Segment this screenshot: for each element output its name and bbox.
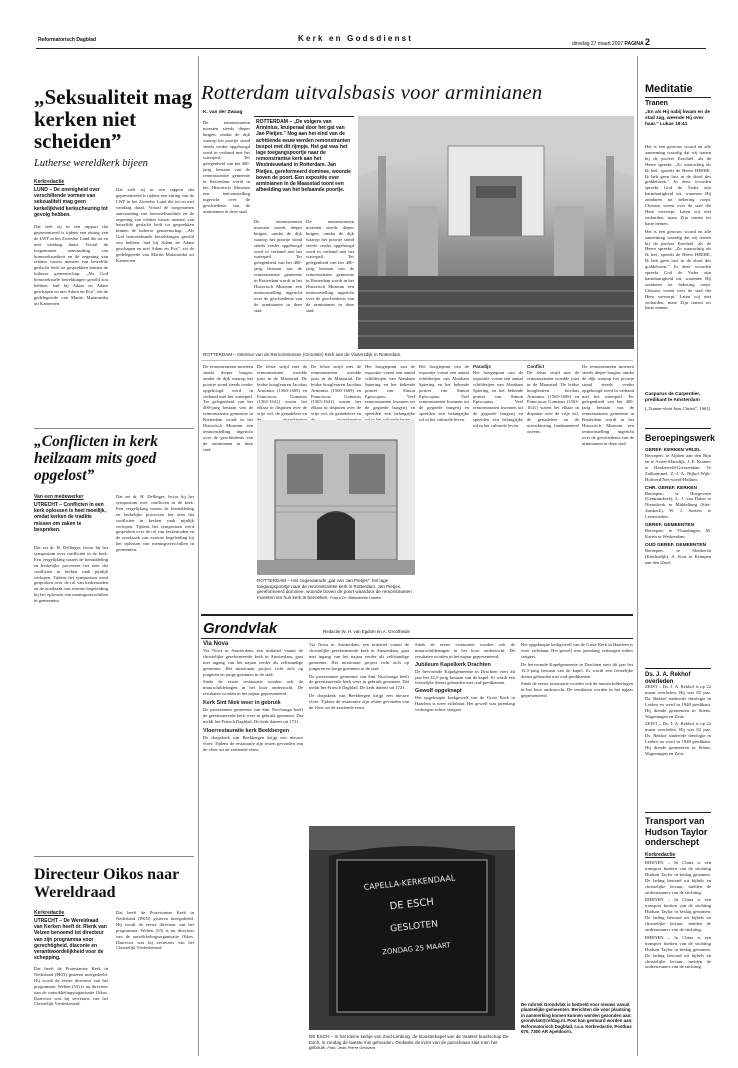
- masthead-date: [572, 37, 650, 47]
- article1-kicker: Kerkredactie: [34, 179, 65, 185]
- gate-engraving: [257, 420, 415, 575]
- obituary-body: ZEIST – Ds. J. A. Rekhof is op 22 maart overleden. Hij was 82 jaar. Ds. Rekhof studeerde theologie in Leiden en werd in 1948 predikant. Hij diende gemeenten in Stiens, Wageningen en Zeist.: [645, 684, 711, 719]
- col-d-text: Het opgeknapte kerkgewelf van de Grote Kerk in Haarlem is weer zichtbaar. Het gewelf was jarenlang verborgen achter steigers.: [521, 642, 633, 659]
- caption-sign-text: DE ESCH – In het kleine kerkje van Zuid-Limburg, de kloosterkapel van de Vaalser buurtschap De Esch, is zondag de laatste mis gehouden. Ondanks de inzet van de parochiaan sluit men het gebouw.: [309, 1034, 509, 1051]
- caption-church-interior: ROTTERDAM – Interieur van de Remonstrantse (Grootste) Kerk aan de Vissersdijk in Rotterdam.: [203, 352, 402, 357]
- obituary-body-2: ZEIST – Ds. J. A. Rekhof is op 22 maart overleden. Hij was 82 jaar. Ds. Rekhof studeerde theologie in Leiden en werd in 1948 predikant. Hij diende gemeenten in Stiens, Wageningen en Zeist.: [645, 721, 711, 756]
- caption-gate: [257, 578, 415, 600]
- main-article-col1: [203, 120, 250, 348]
- divider-left-1: [34, 428, 194, 429]
- via-nova-text-2: Sinds de eerste restauratie worden ook de muurschilderingen in het koor onderzocht. De resultaten worden in het najaar gepresenteerd.: [203, 679, 303, 697]
- main-article-col6: [311, 364, 361, 416]
- meditation-text: [645, 144, 711, 388]
- photo-church-sign: [309, 826, 515, 1030]
- masthead-paper-name: Reformatorisch Dagblad: [38, 37, 97, 43]
- article1-body: [34, 224, 108, 424]
- article2-body: [34, 545, 108, 847]
- beroep-item-2: Beroepen: te Hoogeveen (Centrumkerk), L. J. van Dalen te Nieuwkerk te Middelburg (Sint-Janskerk), W. J. Soeters te Leeuwarden.: [645, 490, 711, 520]
- main-body-col3: De remonstranten moesten steeds dieper buigen, omdat de dijk waarop het poortje stond steeds verder opgehoogd werd in verband met het waterpeil. Ter gelegenheid van het 400-jarig bestaan van de remonstrantse gemeente in Rotterdam wordt in het Historisch Museum een tentoonstelling ingericht over de geschiedenis van de arminianen in deze stad.: [306, 219, 354, 313]
- transport-kicker: Kerkredactie: [645, 852, 676, 858]
- transport-text: [645, 860, 711, 1056]
- beroep-kop-3: GEREF. GEMEENTEN: [645, 523, 695, 529]
- main-article-col2: [254, 219, 302, 349]
- article1-title: „Seksualiteit mag kerken niet scheiden”: [34, 85, 193, 153]
- obituary-text: [645, 684, 711, 808]
- col-b-text-2: De protestantse gemeente van Sint Nicolaasga heeft de gerestaureerde kerk weer in gebruik genomen. Dat meldt het Friesch Dagblad. De kerk dateert uit 1721.: [309, 673, 409, 691]
- main-article-col11: [527, 364, 579, 578]
- beroep-kop-2: CHR. GEREF. KERKEN: [645, 485, 697, 491]
- main-subhead-paradijs: Paradijs: [473, 364, 491, 369]
- article2-body-text: Dat zei dr. H. Dellinger, lector bij het symposium over conflicten in de kerk. Een vergelijking tussen de bemiddeling en kerkelijke processen liet zien dat conflicten in kerken vaak pijnlijk verlopen. Tijdens het symposium werd gesproken over de rol van kerkenraden en de noodzaak van externe begeleiding bij het oplossen van meningsverschillen in gemeenten.: [34, 545, 108, 604]
- main-article-byline: K. van der Zwaag: [203, 110, 243, 115]
- grondvlak-editors: Redactie W. H. van Egdom en A. Grootheide: [323, 629, 410, 634]
- photo-gate-jan-pietjes: [257, 420, 415, 575]
- caption-church-sign: [309, 1034, 515, 1051]
- article2-body-text-col2: Dat zei dr. H. Dellinger, lector bij het symposium over conflicten in de kerk. Een vergelijking tussen de bemiddeling en kerkelijke processen liet zien dat conflicten in kerken vaak pijnlijk verlopen. Tijdens het symposium werd gesproken over de rol van kerkenraden en de noodzaak van externe begeleiding bij het oplossen van meningsverschillen in gemeenten.: [116, 494, 194, 553]
- article3-body-col2: [116, 910, 194, 1056]
- via-nova-title: Via Nova: [203, 641, 229, 647]
- sidebar-rule-4: [645, 812, 711, 813]
- article1-subtitle: Lutherse wereldkerk bijeen: [34, 158, 148, 169]
- article1-lead: LUND – De onenigheid over verschillende vormen van seksualiteit mag geen kerkelijkheid kerkscheuring tot gevolg hebben.: [34, 187, 108, 218]
- main-article-col12: [582, 364, 634, 578]
- main-article-col4: [203, 364, 253, 578]
- obituary-heading: Ds. J. A. Rekhof overleden: [645, 672, 691, 685]
- article2-lead: UTRECHT – Conflicten in een kerk oplossen is heel moeilijk, omdat kerken de traditie missen om zaken te bespreken.: [34, 502, 106, 533]
- kerk-sint-niek-title: Kerk Sint Niek weer in gebruik: [203, 700, 281, 707]
- jubileum-text: De hervormde Kapelgemeente in Drachten viert dit jaar het 12,5-jarig bestaan van de kapel. Er wordt een feestelijke dienst gehouden met oud-predikanten.: [415, 668, 515, 686]
- vloer-text: De dorpskerk van Beekbergen krijgt een nieuwe vloer. Tijdens de restauratie zijn resten gevonden van de vloer uit de zestiende eeuw.: [203, 734, 303, 752]
- caption-gate-credit: Foto's Dr. Bibliotheek Leiden: [330, 594, 381, 600]
- transport-body-2: RHENEN – In China is een transport boeken van de stichting Hudson Taylor in beslag genomen. De lading bestond uit bijbels en christelijke lectuur, melden de ondersteuners van de stichting.: [645, 897, 711, 932]
- kerk-sint-niek-text: De protestantse gemeente van Sint Nicolaasga heeft de gerestaureerde kerk weer in gebruik genomen. Dat meldt het Friesch Dagblad. De kerk dateert uit 1721.: [203, 707, 303, 724]
- main-body-col6: De felste strijd met de remonstranten woedde juist in de Maasstad. De leidse hoogleraren Jacobus Arminius (1560-1609) en Franciscus Gomarus (1563-1641) waren het elkaar in disputen over de vrije wil, de genadeleer en: [311, 364, 361, 417]
- grondvlak-col-b: [309, 642, 409, 822]
- main-article-title: Rotterdam uitvalsbasis voor arminianen: [201, 82, 543, 104]
- col-b-text: Via Nova in Amsterdam, een initiatief vanuit de christelijke gereformeerde kerk in Amsterdam, gaat met ingang van het najaar verder als zelfstandige gemeente. Het missionair project richt zich op jongeren en jonge gezinnen in de stad.: [309, 642, 409, 671]
- sign-line-3: GESLOTEN: [389, 919, 439, 935]
- grondvlak-col-d: [521, 642, 633, 998]
- article3-title: Directeur Oikos naar Wereldraad: [34, 866, 179, 901]
- article2-kicker: Van een medewerker: [34, 494, 84, 500]
- col-d-text-3: Sinds de eerste restauratie worden ook de muurschilderingen in het koor onderzocht. De resultaten worden in het najaar gepresenteerd.: [521, 681, 633, 699]
- main-lead-text: ROTTERDAM – „De volgers van Arminius, kruiperaal door het gat van Jan Pietjes.” Nog aan het eind van de achttiende eeuw werden remonstranten bespot met dit rijmpje. Het gat was het lage toegangspoortje naar de remonstrantse kerk aan het Westnieuwland in Rotterdam. Jan Pietjes, gereformeerd dominee, woonde boven de poort. Een expositie over arminianen in de Maasstad toont een afbeelding van het befaamde poortje.: [256, 119, 351, 194]
- article3-kicker: Kerkredactie: [34, 910, 65, 916]
- article3-body: [34, 966, 108, 1056]
- column-rule-left: [198, 56, 199, 1056]
- transport-heading: Transport van Hudson Taylor onderschept: [645, 816, 708, 847]
- transport-body: RHENEN – In China is een transport boeken van de stichting Hudson Taylor in beslag genomen. De lading bestond uit bijbels en christelijke lectuur, melden de ondersteuners van de stichting.: [645, 860, 711, 895]
- article2-body-col2: [116, 494, 194, 848]
- beroep-item-1: Beroepen: te Alphen aan den Rijn en te Assen-Marsdijk, J. E. Kramer te Hardenveld-Giessendam. Te Zaltbommel, Z.-J. A. Nijhof-Wijk-Holwerd/Nes-wierd-Hallum.: [645, 453, 711, 482]
- meditation-author: Casparus de Carpentier, predikant te Amsterdam: [645, 392, 701, 403]
- col-c-text: Sinds de eerste restauratie worden ook de muurschilderingen in het koor onderzocht. De resultaten worden in het najaar gepresenteerd.: [415, 642, 515, 659]
- main-body-col2: De remonstranten moesten steeds dieper buigen, omdat de dijk waarop het poortje stond steeds verder opgehoogd werd in verband met het waterpeil. Ter gelegenheid van het 400-jarig bestaan van de remonstrantse gemeente in Rotterdam wordt in het Historisch Museum een tentoonstelling ingericht over de geschiedenis van de arminianen in deze stad.: [254, 219, 302, 313]
- gewolf-text: Het opgeknapte kerkgewelf van de Grote Kerk in Haarlem is weer zichtbaar. Het gewelf was jarenlang verborgen achter steigers.: [415, 695, 515, 713]
- beroep-item-4: Beroepen: te Sliedrecht (Kinderdijk), A. Kort te Krimpen aan den IJssel.: [645, 547, 711, 565]
- grondvlak-footer: De rubriek Grondvlak is bedoeld voor nieuws vanuit plaatselijke gemeenten. Berichten die voor plaatsing in aanmerking komen kunnen worden gezonden aan: grondvlak@refdag.nl. Post kan gestuurd worden aan: Reformatorisch Dagblad, t.a.v. Kerkredactie, Postbus 670, 7300 AR Apeldoorn.: [521, 1002, 633, 1035]
- sign-text: [339, 865, 487, 967]
- grondvlak-col-c: [415, 642, 515, 822]
- col-d-text-2: De hervormde Kapelgemeente in Drachten viert dit jaar het 12,5-jarig bestaan van de kapel. Er wordt een feestelijke dienst gehouden met oud-predikanten.: [521, 661, 633, 679]
- page-number: 2: [645, 37, 651, 47]
- beroep-kop-1: GEREF. KERKEN VRIJG.: [645, 448, 701, 453]
- beroepingswerk-heading: Beroepingswerk: [645, 433, 716, 443]
- sidebar-meditatie-heading: Meditatie: [645, 83, 693, 95]
- grondvlak-col-a: [203, 642, 303, 1058]
- main-body-col8: Het hoogtepunt van de expositie vormt een aantal schilderijen van Abraham Spiering en het bekende portret van Simon Episcopius. Veel remonstranten kwamen uit de gegoede burgerij en speelden een belangrijke rol in het culturele leven.: [419, 364, 469, 423]
- main-article-col3: [306, 219, 354, 349]
- article2-title: „Conflicten in kerk heilzaam mits goed opgelost”: [34, 433, 159, 484]
- meditation-title: Tranen: [645, 100, 668, 107]
- meditation-body-2: Het is een getrouw woord en alle aanneming waardig dat wij tranen bij de profeet Ezechiël, als de Heere spreekt: „Zo waarachtig als Ik leef, spreekt de Heere HEERE, Ik heb geen lust in de dood des goddelozen.” In deze woorden spreekt God de Vader zijn barmhartigheid uit, waarmee Hij zondaren tot bekering roept. Christus weent over de stad die Hem verwerpt. Laten wij niet verharden, maar Zijn tranen ter harte nemen.: [645, 228, 711, 311]
- caption-sign-credit: Foto: Jean-Pierre Geusens: [327, 1045, 376, 1051]
- grondvlak-header: [201, 620, 633, 639]
- main-article-col5: [257, 364, 307, 416]
- gewolf-title: Gewolf opgeknapt: [415, 688, 462, 695]
- main-caption-rule: [201, 360, 633, 361]
- meditation-source: („Tranen-vloet Jezu Christi”, 1661): [645, 406, 711, 411]
- main-body-col5: De felste strijd met de remonstranten woedde juist in de Maasstad. De leidse hoogleraren Jacobus Arminius (1560-1609) en Franciscus Gomarus (1563-1641) waren het elkaar in disputen over de vrije wil, de genadeleer en: [257, 364, 307, 417]
- sign-line-4: ZONDAG 25 MAART: [381, 941, 452, 957]
- header-rule: [36, 48, 706, 49]
- sidebar-rule-2: [645, 428, 711, 429]
- sidebar-rule-3: [645, 668, 711, 669]
- main-article-col9: [473, 364, 523, 578]
- church-interior-illustration: [358, 116, 634, 349]
- beroepingswerk-list: [645, 448, 711, 664]
- via-nova-text: Via Nova in Amsterdam, een initiatief vanuit de christelijke gereformeerde kerk in Amsterdam, gaat met ingang van het najaar verder als zelfstandige gemeente. Het missionair project richt zich op jongeren en jonge gezinnen in de stad.: [203, 647, 303, 677]
- meditation-verse: „En als Hij nabij kwam en de stad zag, weende Hij over haar.” Lukas 19:41: [645, 110, 711, 127]
- beroep-item-3: Beroepen: te Vlaardingen, M. Karels te Werkendam.: [645, 528, 711, 539]
- beroep-kop-4: OUD GEREF. GEMEENTEN: [645, 542, 707, 548]
- main-subhead-conflict: Conflict: [527, 364, 545, 369]
- main-article-lead: [254, 116, 354, 216]
- main-body-col9: Het hoogtepunt van de expositie vormt een aantal schilderijen van Abraham Spiering en het bekende portret van Simon Episcopius. Veel remonstranten kwamen uit de gegoede burgerij en speelden een belangrijke rol in het culturele leven.: [473, 369, 523, 429]
- main-article-col8: [419, 364, 469, 578]
- article3-body-text: Dat heeft de Protestantse Kerk in Nederland (PKN) gisteren meegedeeld. Hij wordt de eerste directeur van het programma. Welten (55) is nu directeur van de ontwikkelingsorganisatie Oikos. Daarvoor was hij secretaris van het Christelijk Vredesberaad.: [34, 966, 108, 1007]
- col-b-text-3: De dorpskerk van Beekbergen krijgt een nieuwe vloer. Tijdens de restauratie zijn resten gevonden van de vloer uit de zestiende eeuw.: [309, 693, 409, 711]
- column-rule-right: [637, 56, 638, 1056]
- vloer-title: Vloerrestauratie kerk Beekbergen: [203, 727, 289, 734]
- meditation-body: Het is een getrouw woord en alle aanneming waardig dat wij tranen bij de profeet Ezechiël, als de Heere spreekt: „Zo waarachtig als Ik leef, spreekt de Heere HEERE, Ik heb geen lust in de dood des goddelozen.” In deze woorden spreekt God de Vader zijn barmhartigheid uit, waarmee Hij zondaren tot bekering roept. Christus weent over de stad die Hem verwerpt. Laten wij niet verharden, maar Zijn tranen ter harte nemen.: [645, 144, 711, 226]
- main-article-col7: [365, 364, 415, 416]
- article1-body-text: Dat stelt zij in een rapport dat gepresenteerd is tijdens een zitting van de LWF in het Zweedse Lund die tot en met vandaag duurt. Vooral de toegenomen aanvaarding van homoseksualiteit en de zegening van relaties tussen mensen van hetzelfde geslacht leidt tot gesprekken binnen de lutherse gemeenschap. „Als God homoseksuele betrekkingen gewild zou hebben, had hij Adam en Adam geschapen en niet Adam en Eva”, zei de gedelegeerde van Martin Mutaromba uit Kameroen.: [34, 224, 108, 306]
- main-body-col7: Het hoogtepunt van de expositie vormt een aantal schilderijen van Abraham Spiering en het bekende portret van Simon Episcopius. Veel remonstranten kwamen uit de gegoede burgerij en speelden een belangrijke: [365, 364, 415, 417]
- sidebar-rule-1: [645, 97, 711, 98]
- article3-lead: UTRECHT – De Wereldraad van Kerken heeft dr. Rienk van Velzen benoemd tot directeur van zijn programma voor gerechtigheid, diaconie en verantwoordelijkheid voor de schepping.: [34, 918, 107, 962]
- grondvlak-top-rule: [201, 614, 633, 616]
- article1-body-text-col2: Dat stelt zij in een rapport dat gepresenteerd is tijdens een zitting van de LWF in het Zweedse Lund die tot en met vandaag duurt. Vooral de toegenomen aanvaarding van homoseksualiteit en de zegening van relaties tussen mensen van hetzelfde geslacht leidt tot gesprekken binnen de lutherse gemeenschap. „Als God homoseksuele betrekkingen gewild zou hebben, had hij Adam en Adam geschapen en niet Adam en Eva”, zei de gedelegeerde van Martin Mutaromba uit Kameroen.: [116, 187, 194, 263]
- divider-left-2: [34, 856, 194, 857]
- article1-body-col2: [116, 187, 194, 423]
- sign-line-1: CAPELLA-KERKENDAAL: [363, 873, 456, 892]
- grondvlak-title: Grondvlak: [201, 620, 283, 637]
- transport-body-3: RHENEN – In China is een transport boeken van de stichting Hudson Taylor in beslag genomen. De lading bestond uit bijbels en christelijke lectuur, melden de ondersteuners van de stichting.: [645, 934, 711, 970]
- main-body-col1: De remonstranten moesten steeds dieper buigen, omdat de dijk waarop het poortje stond steeds verder opgehoogd werd in verband met het waterpeil. Ter gelegenheid van het 400-jarig bestaan van de remonstrantse gemeente in Rotterdam wordt in het Historisch Museum een tentoonstelling ingericht over de geschiedenis van de arminianen in deze stad.: [203, 120, 250, 214]
- jubileum-title: Jubileum Kapelkerk Drachten: [415, 661, 491, 668]
- main-body-col4: De remonstranten moesten steeds dieper buigen, omdat de dijk waarop het poortje stond steeds verder opgehoogd werd in verband met het waterpeil. Ter gelegenheid van het 400-jarig bestaan van de remonstrantse gemeente in Rotterdam wordt in het Historisch Museum een tentoonstelling ingericht over de geschiedenis van de arminianen in deze stad.: [203, 364, 253, 452]
- caption-gate-text: ROTTERDAM – Het zogenaamde „gat van Jan Pietjes”: het lage toegangspoortje naar de remonstrantse kerk in Rotterdam. Jan Pietjes, gereformeerd dominee, woonde boven de poort waardoor de remonstranten moesten om hun kerk te bezoeken.: [257, 578, 412, 600]
- date-text: dinsdag 27 maart 2007: [572, 41, 624, 47]
- page-label: PAGINA: [624, 41, 644, 47]
- masthead-section: Kerk en Godsdienst: [298, 34, 414, 43]
- main-body-col12: De remonstranten moesten steeds dieper buigen, omdat de dijk waarop het poortje stond steeds verder opgehoogd werd in verband met het waterpeil. Ter gelegenheid van het 400-jarig bestaan van de remonstrantse gemeente in Rotterdam wordt in het Historisch Museum een tentoonstelling ingericht over de geschiedenis van de arminianen in deze stad.: [582, 364, 634, 446]
- photo-church-interior: [358, 116, 634, 349]
- article3-body-text-col2: Dat heeft de Protestantse Kerk in Nederland (PKN) gisteren meegedeeld. Hij wordt de eerste directeur van het programma. Welten (55) is nu directeur van de ontwikkelingsorganisatie Oikos. Daarvoor was hij secretaris van het Christelijk Vredesberaad.: [116, 910, 194, 951]
- main-body-col11: De felste strijd met de remonstranten woedde juist in de Maasstad. De leidse hoogleraren Jacobus Arminius (1560-1609) en Franciscus Gomarus (1563-1641) waren het elkaar in disputen over de vrije wil, de genadeleer en de uitverkiezing fundamenteel oneens.: [527, 369, 579, 434]
- sign-line-2: DE ESCH: [389, 896, 435, 913]
